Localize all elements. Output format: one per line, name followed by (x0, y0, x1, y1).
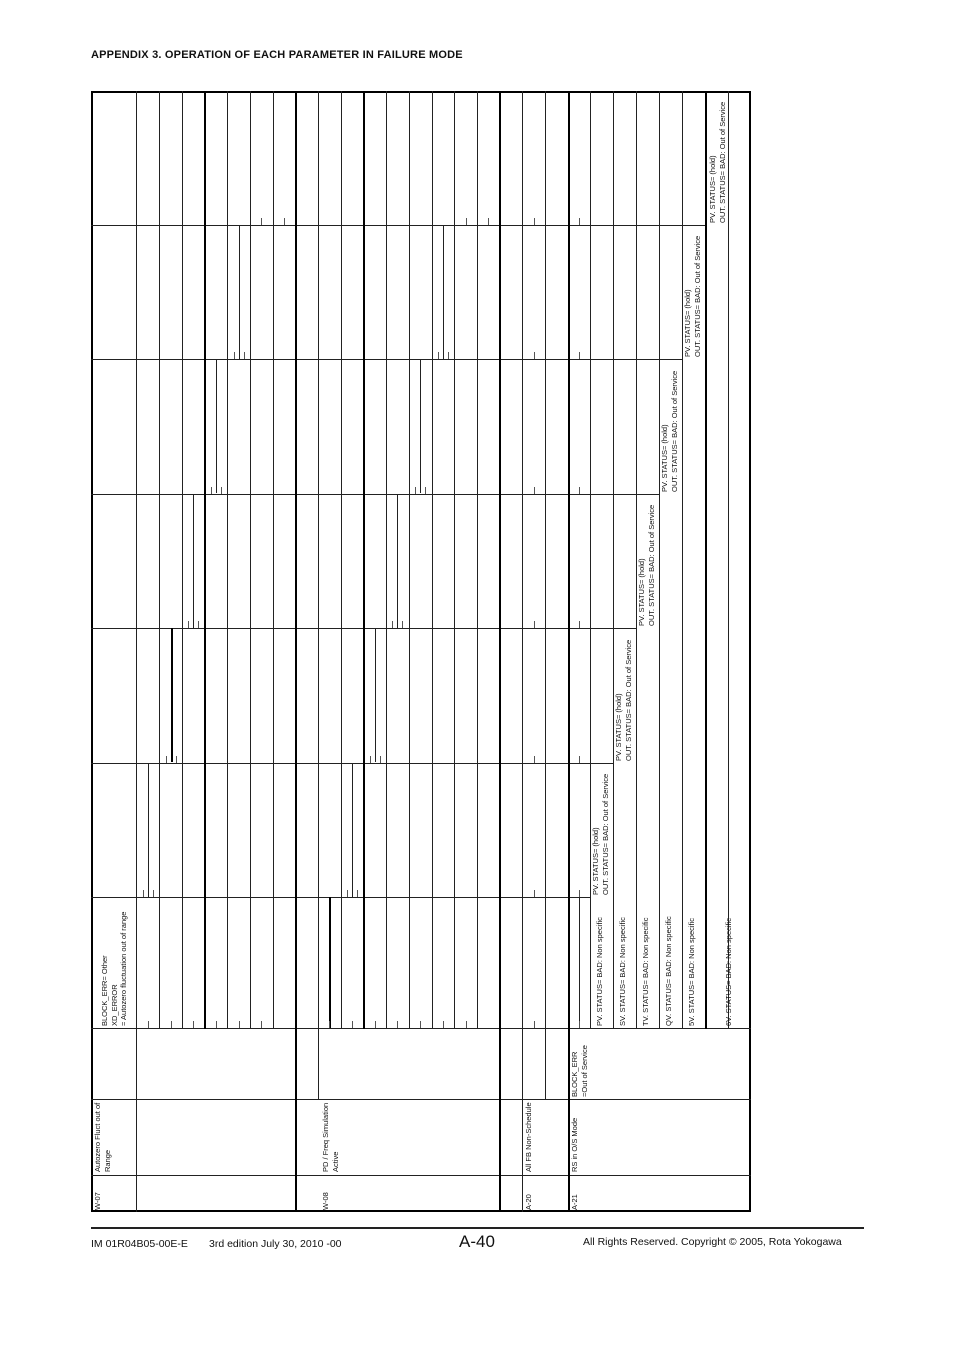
col-line (318, 91, 319, 1099)
status-text: 5V. STATUS= BAD: Non specific (687, 917, 696, 1026)
tick-mark (534, 756, 535, 763)
band-line-7 (91, 1028, 751, 1029)
copyright: All Rights Reserved. Copyright © 2005, Rota Yokogawa (583, 1236, 842, 1248)
col-line-bold (568, 91, 570, 1212)
status-pair-2 (614, 640, 633, 761)
tick-mark (534, 1021, 535, 1028)
edition: 3rd edition July 30, 2010 -00 (209, 1238, 342, 1250)
tick-mark (425, 487, 426, 494)
row-code-w08 (321, 1192, 331, 1210)
pv-hold-text: PV. STATUS= (hold) (708, 155, 717, 223)
col-line (386, 91, 387, 1029)
tick-mark (329, 1021, 330, 1028)
detail-line: XD_ERROR (109, 984, 119, 1026)
out-service-text: OUT. STATUS= BAD: Out of Service (623, 639, 633, 761)
col-line (659, 91, 660, 1029)
status-pv-non-specific (595, 917, 605, 1026)
tick-mark (466, 1021, 467, 1028)
pv-hold-text: PV. STATUS= (hold) (614, 693, 623, 761)
band-line-9 (91, 1175, 751, 1176)
status-pair-6 (708, 102, 727, 223)
tick-mark (488, 218, 489, 225)
tick-mark (375, 1021, 376, 1028)
inner-line (239, 225, 240, 359)
pv-hold-text: PV. STATUS= (hold) (683, 289, 692, 357)
condition-line: RS in O/S Mode (570, 1117, 579, 1172)
failure-mode-table (91, 91, 751, 1212)
tick-mark (534, 890, 535, 897)
condition-w08 (321, 1103, 340, 1172)
tick-mark (211, 487, 212, 494)
inner-line (352, 763, 353, 897)
out-service-text: OUT. STATUS= BAD: Out of Service (717, 101, 727, 223)
tick-mark (579, 890, 580, 897)
tick-mark (534, 352, 535, 359)
status-pair-4 (660, 371, 679, 492)
doc-id: IM 01R04B05-00E-E (91, 1238, 188, 1250)
out-service-text: OUT. STATUS= BAD: Out of Service (669, 370, 679, 492)
out-service-text: OUT. STATUS= BAD: Out of Service (600, 773, 610, 895)
tick-mark (420, 1021, 421, 1028)
out-service-text: OUT. STATUS= BAD: Out of Service (692, 235, 702, 357)
col-line (159, 91, 160, 1029)
code-text: W-07 (93, 1192, 102, 1210)
col-line (613, 91, 614, 1029)
pv-hold-text: PV. STATUS= (hold) (660, 424, 669, 492)
status-5v-non-specific (687, 918, 697, 1026)
inner-line (443, 225, 444, 359)
table-border-left (91, 91, 93, 1212)
inner-line (375, 628, 376, 762)
tick-mark (534, 487, 535, 494)
col-line (477, 91, 478, 1029)
tick-mark (216, 1021, 217, 1028)
tick-mark (380, 756, 381, 763)
condition-line: Active (330, 1151, 340, 1172)
tick-mark (198, 621, 199, 628)
col-line (545, 91, 546, 1099)
page-title: APPENDIX 3. OPERATION OF EACH PARAMETER IN FAILURE MODE (91, 49, 463, 61)
col-line (341, 91, 342, 1029)
condition-line: All FB Non-Schedule (524, 1102, 533, 1172)
inner-line (579, 897, 580, 1028)
row-code-w07 (93, 1192, 103, 1210)
pv-hold-text: PV. STATUS= (hold) (591, 827, 600, 895)
tick-mark (244, 352, 245, 359)
table-border-bottom (91, 1210, 751, 1212)
tick-mark (579, 756, 580, 763)
tick-mark (534, 218, 535, 225)
status-pair-1 (591, 774, 610, 895)
status-text: QV. STATUS= BAD: Non specific (664, 916, 673, 1026)
tick-mark (261, 218, 262, 225)
detail-line: = Autozero fluctuation out of range (119, 911, 129, 1026)
col-line (728, 91, 729, 1029)
tick-mark (148, 1021, 149, 1028)
condition-line: Autozero Fluct out of (93, 1102, 102, 1172)
condition-w07 (93, 1103, 112, 1172)
condition-line: PD / Freq Simulation (321, 1102, 330, 1172)
inner-line-bold (171, 628, 173, 762)
inner-line (216, 359, 217, 493)
tick-mark (153, 890, 154, 897)
tick-mark (347, 890, 348, 897)
inner-line-bold (329, 897, 331, 1028)
tick-mark (234, 352, 235, 359)
col-line (409, 91, 410, 1029)
page-number: A-40 (459, 1232, 495, 1251)
detail-w07 (100, 912, 129, 1026)
row-code-a20 (524, 1194, 534, 1210)
tick-mark (357, 890, 358, 897)
tick-mark (438, 352, 439, 359)
table-border-right (749, 91, 751, 1212)
tick-mark (579, 1021, 580, 1028)
code-text: A-21 (570, 1194, 579, 1210)
tick-mark (143, 890, 144, 897)
tick-mark (221, 487, 222, 494)
col-line-bold (204, 91, 206, 1029)
tick-mark (579, 621, 580, 628)
tick-mark (352, 1021, 353, 1028)
inner-line (193, 494, 194, 628)
pv-hold-text: PV. STATUS= (hold) (637, 558, 646, 626)
block-err-a21 (570, 1045, 589, 1097)
status-text: 6V. STATUS= BAD: Non specific (724, 917, 733, 1026)
condition-line: Range (102, 1149, 112, 1172)
tick-mark (534, 621, 535, 628)
band-line-8 (91, 1099, 751, 1100)
tick-mark (261, 1021, 262, 1028)
tick-mark (402, 621, 403, 628)
tick-mark (166, 756, 167, 763)
status-text: TV. STATUS= BAD: Non specific (641, 917, 650, 1026)
tick-mark (392, 621, 393, 628)
status-6v-non-specific (724, 918, 734, 1026)
tick-mark (370, 756, 371, 763)
tick-mark (579, 487, 580, 494)
block-err-line: =Out of Service (579, 1045, 589, 1097)
code-text: A-20 (524, 1194, 533, 1210)
footer-rule (91, 1227, 864, 1229)
out-service-text: OUT. STATUS= BAD: Out of Service (646, 504, 656, 626)
code-text: W-08 (321, 1192, 330, 1210)
inner-line (397, 494, 398, 628)
inner-line (148, 763, 149, 897)
col-line (227, 91, 228, 1029)
status-text: SV. STATUS= BAD: Non specific (618, 917, 627, 1026)
tick-mark (448, 352, 449, 359)
tick-mark (397, 1021, 398, 1028)
table-border-top (91, 91, 751, 93)
tick-mark (579, 218, 580, 225)
col-line (182, 91, 183, 1029)
tick-mark (171, 1021, 172, 1028)
tick-mark (176, 756, 177, 763)
col-line (522, 91, 523, 1212)
tick-mark (188, 621, 189, 628)
status-sv-non-specific (618, 917, 628, 1026)
col-line (454, 91, 455, 1029)
condition-a21 (570, 1118, 580, 1172)
tick-mark (284, 218, 285, 225)
row-code-a21 (570, 1194, 580, 1210)
col-line-bold (705, 91, 707, 1029)
status-qv-non-specific (664, 916, 674, 1026)
status-tv-non-specific (641, 918, 651, 1026)
condition-a20 (524, 1102, 534, 1172)
detail-line: BLOCK_ERR= Other (100, 955, 109, 1026)
tick-mark (415, 487, 416, 494)
col-line-bold (295, 91, 297, 1212)
tick-mark (193, 1021, 194, 1028)
band-line-3 (91, 494, 659, 495)
inner-line (420, 359, 421, 493)
col-line-bold (363, 91, 365, 1029)
col-line (273, 91, 274, 1029)
col-line (432, 91, 433, 1029)
tick-mark (443, 1021, 444, 1028)
tick-mark (466, 218, 467, 225)
tick-mark (579, 352, 580, 359)
block-err-line: BLOCK_ERR (570, 1051, 579, 1097)
status-pair-5 (683, 236, 702, 357)
status-text: PV. STATUS= BAD: Non specific (595, 917, 604, 1026)
col-line (136, 91, 137, 1212)
col-line (682, 91, 683, 1029)
tick-mark (239, 1021, 240, 1028)
status-pair-3 (637, 505, 656, 626)
col-line-bold (499, 91, 501, 1212)
col-line (250, 91, 251, 1029)
